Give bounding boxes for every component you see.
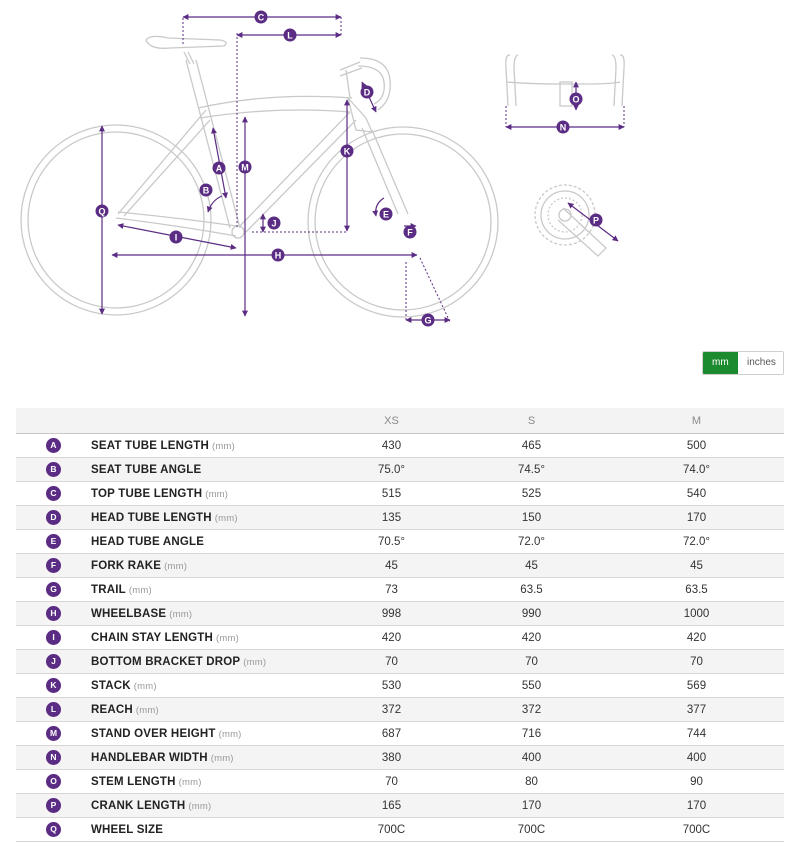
row-name: TRAIL <box>91 583 126 596</box>
row-value: 744 <box>609 722 784 746</box>
row-name: STAND OVER HEIGHT <box>91 727 216 740</box>
row-letter-badge: I <box>46 630 61 645</box>
row-value: 165 <box>329 794 454 818</box>
row-name: FORK RAKE <box>91 559 162 572</box>
row-unit: (mm) <box>169 608 193 620</box>
row-unit: (mm) <box>210 752 234 764</box>
row-value: 430 <box>329 434 454 458</box>
row-value: 1000 <box>609 602 784 626</box>
row-name: SEAT TUBE ANGLE <box>91 463 202 476</box>
row-value: 550 <box>454 674 609 698</box>
svg-text:E: E <box>382 209 390 220</box>
row-value: 569 <box>609 674 784 698</box>
row-value: 74.0° <box>609 458 784 482</box>
row-value: 400 <box>609 746 784 770</box>
row-name: HANDLEBAR WIDTH <box>91 751 208 764</box>
row-value: 700C <box>609 818 784 842</box>
svg-text:K: K <box>343 146 351 157</box>
svg-text:N: N <box>559 122 567 133</box>
badge-l <box>284 29 297 42</box>
row-value: 525 <box>454 482 609 506</box>
row-name: SEAT TUBE LENGTH <box>91 439 209 452</box>
row-name: CRANK LENGTH <box>91 799 186 812</box>
row-unit: (mm) <box>164 560 188 572</box>
row-value: 377 <box>609 698 784 722</box>
table-row <box>16 554 784 578</box>
row-letter-badge: J <box>46 654 61 669</box>
top-tube <box>198 96 352 118</box>
table-row <box>16 506 784 530</box>
unit-inches-button[interactable]: inches <box>738 352 783 374</box>
badge-e <box>380 208 393 221</box>
geometry-table <box>16 408 784 842</box>
row-letter-badge: L <box>46 702 61 717</box>
table-row <box>16 722 784 746</box>
row-value: 72.0° <box>454 530 609 554</box>
svg-text:P: P <box>592 215 600 226</box>
row-value: 380 <box>329 746 454 770</box>
row-letter-badge: A <box>46 438 61 453</box>
table-row <box>16 602 784 626</box>
svg-text:D: D <box>363 87 371 98</box>
row-value: 372 <box>454 698 609 722</box>
row-value: 80 <box>454 770 609 794</box>
row-value: 687 <box>329 722 454 746</box>
row-name: CHAIN STAY LENGTH <box>91 631 214 644</box>
row-value: 400 <box>454 746 609 770</box>
badge-d <box>361 86 374 99</box>
row-value: 45 <box>454 554 609 578</box>
row-value: 63.5 <box>609 578 784 602</box>
row-letter-badge: H <box>46 606 61 621</box>
table-row <box>16 674 784 698</box>
handlebar-front-view <box>506 55 624 106</box>
row-value: 170 <box>609 506 784 530</box>
stem-front-view <box>560 82 572 106</box>
row-value: 420 <box>609 626 784 650</box>
dimension-lines <box>102 17 624 320</box>
row-value: 500 <box>609 434 784 458</box>
row-value: 998 <box>329 602 454 626</box>
badge-q <box>96 205 109 218</box>
row-unit: (mm) <box>205 488 229 500</box>
svg-text:M: M <box>241 162 249 173</box>
table-row <box>16 434 784 458</box>
row-value: 170 <box>609 794 784 818</box>
row-name: HEAD TUBE ANGLE <box>91 535 205 548</box>
row-value: 70 <box>454 650 609 674</box>
bottom-bracket <box>232 226 244 238</box>
svg-text:Q: Q <box>98 206 106 217</box>
size-header: M <box>609 408 784 434</box>
row-letter-badge: D <box>46 510 61 525</box>
bike-geometry-diagram <box>0 0 800 345</box>
badge-g <box>422 314 435 327</box>
row-unit: (mm) <box>243 656 267 668</box>
down-tube <box>240 112 356 232</box>
row-unit: (mm) <box>178 776 202 788</box>
badge-b <box>200 184 213 197</box>
badge-i <box>170 231 183 244</box>
svg-text:G: G <box>424 315 432 326</box>
row-value: 70 <box>329 650 454 674</box>
row-value: 700C <box>454 818 609 842</box>
row-value: 90 <box>609 770 784 794</box>
svg-text:J: J <box>271 218 277 229</box>
row-value: 75.0° <box>329 458 454 482</box>
head-tube <box>348 98 372 132</box>
badge-h <box>272 249 285 262</box>
row-value: 530 <box>329 674 454 698</box>
svg-text:I: I <box>174 232 178 243</box>
table-row <box>16 794 784 818</box>
row-value: 540 <box>609 482 784 506</box>
seat-post <box>184 52 194 64</box>
row-value: 70 <box>329 770 454 794</box>
table-row <box>16 458 784 482</box>
row-name: BOTTOM BRACKET DROP <box>91 655 241 668</box>
row-value: 73 <box>329 578 454 602</box>
row-value: 372 <box>329 698 454 722</box>
row-letter-badge: P <box>46 798 61 813</box>
row-letter-badge: K <box>46 678 61 693</box>
row-value: 74.5° <box>454 458 609 482</box>
row-unit: (mm) <box>135 704 159 716</box>
row-name: WHEEL SIZE <box>91 823 164 836</box>
row-letter-badge: N <box>46 750 61 765</box>
row-name: STACK <box>91 679 131 692</box>
row-value: 72.0° <box>609 530 784 554</box>
badge-j <box>268 217 281 230</box>
row-value: 170 <box>454 794 609 818</box>
svg-text:H: H <box>274 250 282 261</box>
row-value: 716 <box>454 722 609 746</box>
badge-m <box>239 161 252 174</box>
saddle <box>146 36 226 48</box>
row-name: WHEELBASE <box>91 607 167 620</box>
front-wheel-inner <box>315 134 491 310</box>
table-row <box>16 626 784 650</box>
front-wheel-outer <box>308 127 498 317</box>
row-letter-badge: E <box>46 534 61 549</box>
table-row <box>16 482 784 506</box>
row-unit: (mm) <box>216 632 240 644</box>
unit-toggle <box>702 351 784 375</box>
svg-text:F: F <box>407 227 413 238</box>
svg-text:O: O <box>572 94 580 105</box>
row-value: 150 <box>454 506 609 530</box>
row-value: 515 <box>329 482 454 506</box>
row-letter-badge: B <box>46 462 61 477</box>
row-value: 70.5° <box>329 530 454 554</box>
row-name: TOP TUBE LENGTH <box>91 487 203 500</box>
badge-f <box>404 226 417 239</box>
table-row <box>16 530 784 554</box>
row-letter-badge: M <box>46 726 61 741</box>
svg-text:C: C <box>257 12 265 23</box>
table-row <box>16 578 784 602</box>
row-letter-badge: O <box>46 774 61 789</box>
row-unit: (mm) <box>133 680 157 692</box>
row-unit: (mm) <box>128 584 152 596</box>
row-name: STEM LENGTH <box>91 775 176 788</box>
row-letter-badge: F <box>46 558 61 573</box>
row-letter-badge: C <box>46 486 61 501</box>
chainring-outer <box>535 185 595 245</box>
row-name: REACH <box>91 703 133 716</box>
size-header: S <box>454 408 609 434</box>
table-row <box>16 818 784 842</box>
badge-p <box>590 214 603 227</box>
table-row <box>16 746 784 770</box>
badge-o <box>570 93 583 106</box>
crank-spindle <box>559 209 571 221</box>
row-unit: (mm) <box>214 512 238 524</box>
row-value: 135 <box>329 506 454 530</box>
svg-text:L: L <box>287 30 293 41</box>
row-value: 465 <box>454 434 609 458</box>
badge-c <box>255 11 268 24</box>
row-value: 45 <box>329 554 454 578</box>
row-unit: (mm) <box>188 800 212 812</box>
row-letter-badge: G <box>46 582 61 597</box>
size-header: XS <box>329 408 454 434</box>
unit-mm-button[interactable]: mm <box>703 352 738 374</box>
row-value: 990 <box>454 602 609 626</box>
badge-k <box>341 145 354 158</box>
row-unit: (mm) <box>212 440 235 452</box>
row-value: 70 <box>609 650 784 674</box>
bike-outline <box>21 36 624 317</box>
row-name: HEAD TUBE LENGTH <box>91 511 212 524</box>
svg-text:B: B <box>202 185 210 196</box>
dimension-badges <box>96 11 603 327</box>
table-row <box>16 770 784 794</box>
badge-a <box>213 162 226 175</box>
table-row <box>16 650 784 674</box>
row-unit: (mm) <box>218 728 242 740</box>
row-value: 420 <box>329 626 454 650</box>
table-header-row <box>16 408 784 434</box>
svg-text:A: A <box>215 163 223 174</box>
rear-wheel-outer <box>21 125 211 315</box>
stem <box>340 62 362 98</box>
badge-n <box>557 121 570 134</box>
row-value: 63.5 <box>454 578 609 602</box>
row-value: 420 <box>454 626 609 650</box>
row-letter-badge: Q <box>46 822 61 837</box>
rear-wheel-inner <box>28 132 204 308</box>
table-row <box>16 698 784 722</box>
row-value: 45 <box>609 554 784 578</box>
row-value: 700C <box>329 818 454 842</box>
